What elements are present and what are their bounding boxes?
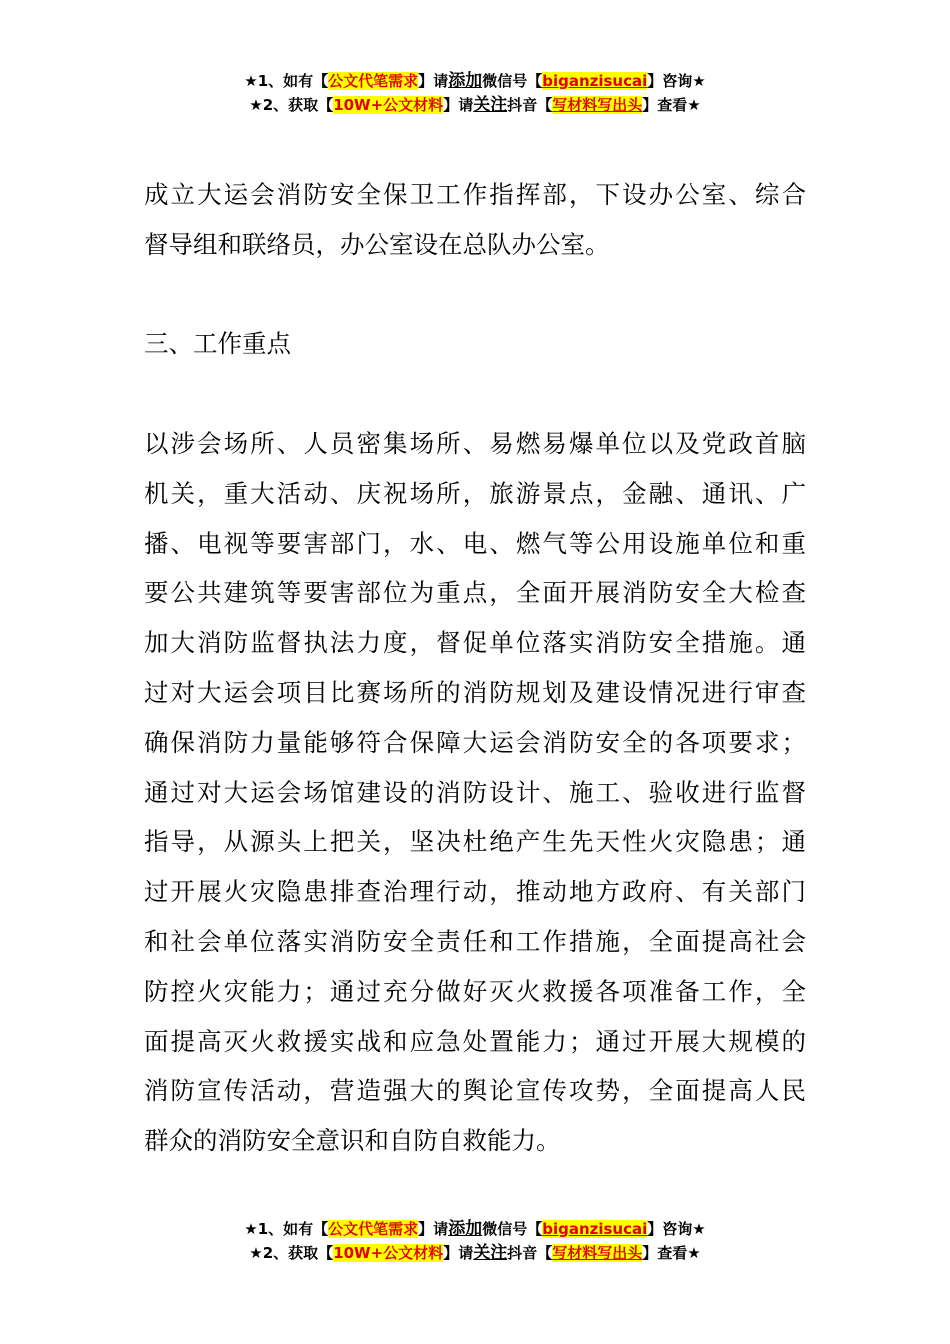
section-heading	[144, 319, 806, 369]
banner-row-2	[0, 93, 950, 117]
text-line: 过对大运会项目比赛场所的消防规划及建设情况进行审查	[144, 677, 806, 707]
banner-add-text: 添加	[448, 71, 483, 91]
highlight-materials: 10W+公文材料	[333, 96, 444, 114]
banner-text: 微信号【	[482, 72, 543, 90]
banner-row-1	[0, 1217, 950, 1241]
paragraph-2	[144, 419, 806, 1166]
text-line: 成立大运会消防安全保卫工作指挥部，下设办公室、综合	[144, 180, 806, 209]
highlight-service: 公文代笔需求	[328, 1220, 419, 1238]
text-line: 指导，从源头上把关，坚决杜绝产生先天性火灾隐患；通	[144, 827, 806, 857]
douyin-id: 写材料写出头	[552, 1244, 643, 1262]
banner-text: 】请	[418, 72, 449, 90]
text-line: 以涉会场所、人员密集场所、易燃易爆单位以及党政首脑	[144, 429, 806, 458]
banner-text: ★1、如有【	[244, 72, 329, 90]
text-line: 督导组和联络员，办公室设在总队办公室。	[144, 229, 610, 259]
header-banner	[0, 69, 950, 117]
text-line: 要公共建筑等要害部位为重点，全面开展消防安全大检查	[144, 578, 806, 608]
banner-text: ★1、如有【	[244, 1220, 329, 1238]
banner-row-1	[0, 69, 950, 93]
wechat-id: biganzisucai	[542, 1220, 648, 1238]
wechat-id: biganzisucai	[542, 72, 648, 90]
highlight-materials: 10W+公文材料	[333, 1244, 444, 1262]
banner-text: 抖音【	[507, 96, 553, 114]
banner-text: ★2、获取【	[249, 96, 334, 114]
text-line: 消防宣传活动，营造强大的舆论宣传攻势，全面提高人民	[144, 1076, 806, 1106]
text-line: 过开展火灾隐患排查治理行动，推动地方政府、有关部门	[144, 877, 806, 907]
banner-text: 微信号【	[482, 1220, 543, 1238]
banner-text: ★2、获取【	[249, 1244, 334, 1262]
banner-add-text: 添加	[448, 1219, 483, 1239]
text-line: 三、工作重点	[144, 329, 291, 358]
highlight-service: 公文代笔需求	[328, 72, 419, 90]
banner-text: 】咨询★	[647, 1220, 706, 1238]
text-line: 机关，重大活动、庆祝场所，旅游景点，金融、通讯、广	[144, 478, 806, 508]
banner-row-2	[0, 1241, 950, 1265]
text-line: 加大消防监督执法力度，督促单位落实消防安全措施。通	[144, 628, 806, 658]
text-line: 群众的消防安全意识和自防自救能力。	[144, 1126, 561, 1156]
text-line: 面提高灭火救援实战和应急处置能力；通过开展大规模的	[144, 1026, 806, 1056]
banner-text: 】咨询★	[647, 72, 706, 90]
douyin-id: 写材料写出头	[552, 96, 643, 114]
text-line: 通过对大运会场馆建设的消防设计、施工、验收进行监督	[144, 777, 806, 807]
banner-text: 】请	[443, 96, 474, 114]
text-line: 确保消防力量能够符合保障大运会消防安全的各项要求；	[144, 727, 806, 757]
banner-follow-text: 关注	[473, 95, 508, 115]
banner-text: 】请	[418, 1220, 449, 1238]
banner-text: 抖音【	[507, 1244, 553, 1262]
banner-text: 】查看★	[642, 96, 701, 114]
banner-text: 】查看★	[642, 1244, 701, 1262]
footer-banner	[0, 1217, 950, 1265]
text-line: 播、电视等要害部门，水、电、燃气等公用设施单位和重	[144, 528, 806, 558]
banner-text: 】请	[443, 1244, 474, 1262]
paragraph-1	[144, 170, 806, 270]
text-line: 防控火灾能力；通过充分做好灭火救援各项准备工作，全	[144, 976, 806, 1006]
banner-follow-text: 关注	[473, 1243, 508, 1263]
text-line: 和社会单位落实消防安全责任和工作措施，全面提高社会	[144, 926, 806, 956]
